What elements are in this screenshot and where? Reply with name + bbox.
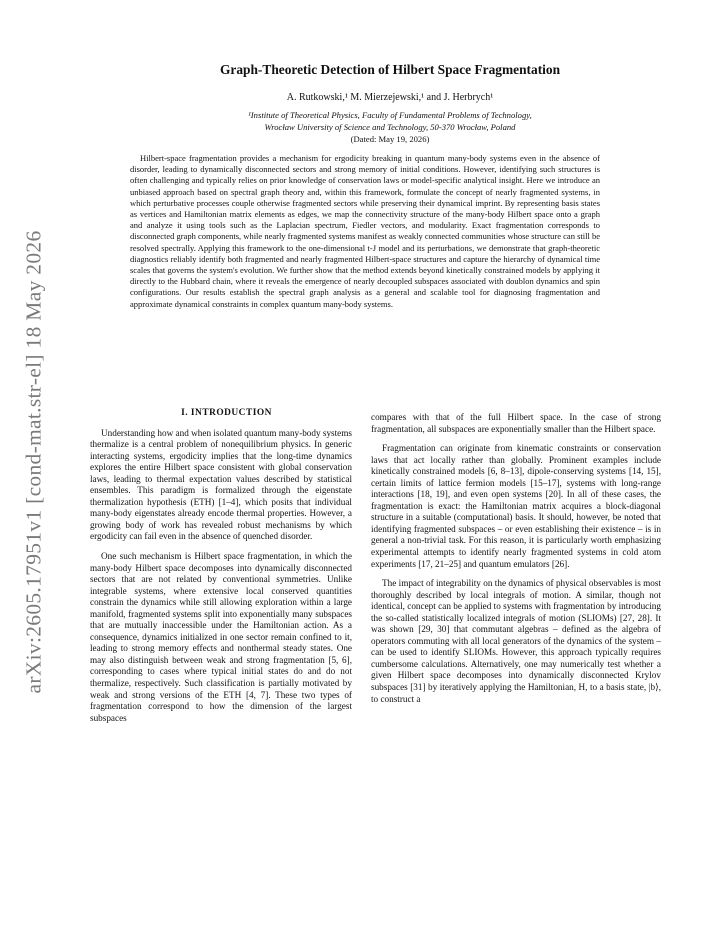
dated-line: (Dated: May 19, 2026) <box>350 134 430 144</box>
paragraph: Fragmentation can originate from kinematic constraints or conservation laws that act locally rather than globally. Prominent examples include kinetically constrained models [6, 8–13], dipole-conserving systems [14, 15], certain limits of lattice fermion models [15–17], systems with long-range interactions [18, 19], and even open systems [20]. In all of these cases, the fragmentation is exact: the Hamiltonian matrix acquires a block-diagonal structure in a suitable (computational) basis. It should, however, be noted that identifying fragmented subspaces – or even establishing their existence – is in general a non-trivial task. For this reason, it is particularly worth emphasizing experimental attempts to identify nearly fragmented systems in cold atom experiments [17, 21–25] and quantum emulators [26]. <box>371 443 661 569</box>
right-column <box>371 412 661 713</box>
left-column <box>90 408 352 732</box>
affiliation-line-2: Wrocław University of Science and Technology, 50-370 Wrocław, Poland <box>264 121 516 132</box>
paragraph: Understanding how and when isolated quantum many-body systems thermalize is a central problem of nonequilibrium physics. In generic interacting systems, ergodicity implies that the long-time dynamics explores the entire Hilbert space consistent with global conservation laws, leading to thermal expectation values described by statistical ensembles. This paradigm is formalized through the eigenstate thermalization hypothesis (ETH) [1–4], which posits that individual many-body eigenstates already encode thermal properties. However, a growing body of work has revealed robust mechanisms by which ergodicity can fail even in the absence of quenched disorder. <box>90 427 352 542</box>
affiliation-line-1: ¹Institute of Theoretical Physics, Faculty of Fundamental Problems of Technology, <box>248 110 532 120</box>
affiliation <box>60 110 720 133</box>
arxiv-sidebar <box>0 0 60 932</box>
paper-title: Graph-Theoretic Detection of Hilbert Space Fragmentation <box>219 62 561 77</box>
paragraph: The impact of integrability on the dynamics of physical observables is most thoroughly described by local integrals of motion. A similar, though not identical, concept can be applied to systems with fragmentation by introducing the so-called statistically localized integrals of motion (SLIOMs) [27, 28]. It was shown [29, 30] that commutant algebras – defined as the algebra of operators commuting with all local generators of the dynamics of the system – can be used to identify SLIOMs. However, this approach typically requires cumbersome calculations. Alternatively, one may numerically test whether a given Hilbert space decomposes into dynamically disconnected Krylov subspaces [31] by iteratively applying the Hamiltonian, H, to a basis state, |b⟩, to construct a <box>371 578 661 704</box>
paragraph: One such mechanism is Hilbert space fragmentation, in which the many-body Hilbert space decomposes into dynamically disconnected sectors that are not related by conventional symmetries. Unlike integrable systems, where extensive local conserved quantities constrain the dynamics while still allowing exploration within a large manifold, fragmented systems split into exponentially many subspaces that are mutually inaccessible under the Hamiltonian action. As a consequence, dynamics initialized in one sector remain confined to it, leading to strong memory effects and nonthermal steady states. One may also distinguish between weak and strong fragmentation [5, 6], corresponding to cases where typical initial states do and do not thermalize, respectively. Such classification is partially motivated by weak and strong versions of the ETH [4, 7]. These two types of fragmentation correspond to how the dimension of the largest subspaces <box>90 551 352 723</box>
author-list: A. Rutkowski,¹ M. Mierzejewski,¹ and J. Herbrych¹ <box>286 92 494 103</box>
section-heading: I. INTRODUCTION <box>181 408 272 418</box>
abstract: Hilbert-space fragmentation provides a mechanism for ergodicity breaking in quantum many-body systems even in the absence of disorder, leading to dynamically disconnected sectors and strong memory of initial conditions. However, identifying such structures is often challenging and typically relies on prior knowledge of conservation laws or model-specific analytical insight. Here we introduce an unbiased approach based on spectral graph theory and, within this framework, formulate the concept of nearly fragmented systems, in which perturbative processes couple otherwise fragmented sectors while preserving their dynamical imprint. By representing basis states as vertices and Hamiltonian matrix elements as edges, we map the connectivity structure of the many-body Hilbert space onto a graph and analyze it using tools such as the Laplacian spectrum, Fiedler vectors, and modularity. Exact fragmentation corresponds to disconnected graph components, while nearly fragmented systems manifest as weakly connected communities whose structure can still be resolved spectrally. Applying this framework to the one-dimensional t-J model and its perturbations, we demonstrate that graph-theoretic diagnostics reliably identify both fragmented and nearly fragmented Hilbert-space structures and capture the hierarchy of dynamical time scales that governs the system's evolution. We further show that the method extends beyond kinetically constrained models by applying it directly to the Hubbard chain, where it reveals the emergence of nearly decoupled subspaces associated with doublon dynamics and spin configurations. Our results establish the spectral graph analysis as a general and scalable tool for diagnosing fragmentation and approximate dynamical constraints in complex quantum many-body systems. <box>130 153 600 309</box>
paragraph: compares with that of the full Hilbert space. In the case of strong fragmentation, all subspaces are exponentially smaller than the Hilbert space. <box>371 412 661 434</box>
arxiv-identifier: arXiv:2605.17951v1 [cond-mat.str-el] 18 May 2026 <box>21 230 46 694</box>
